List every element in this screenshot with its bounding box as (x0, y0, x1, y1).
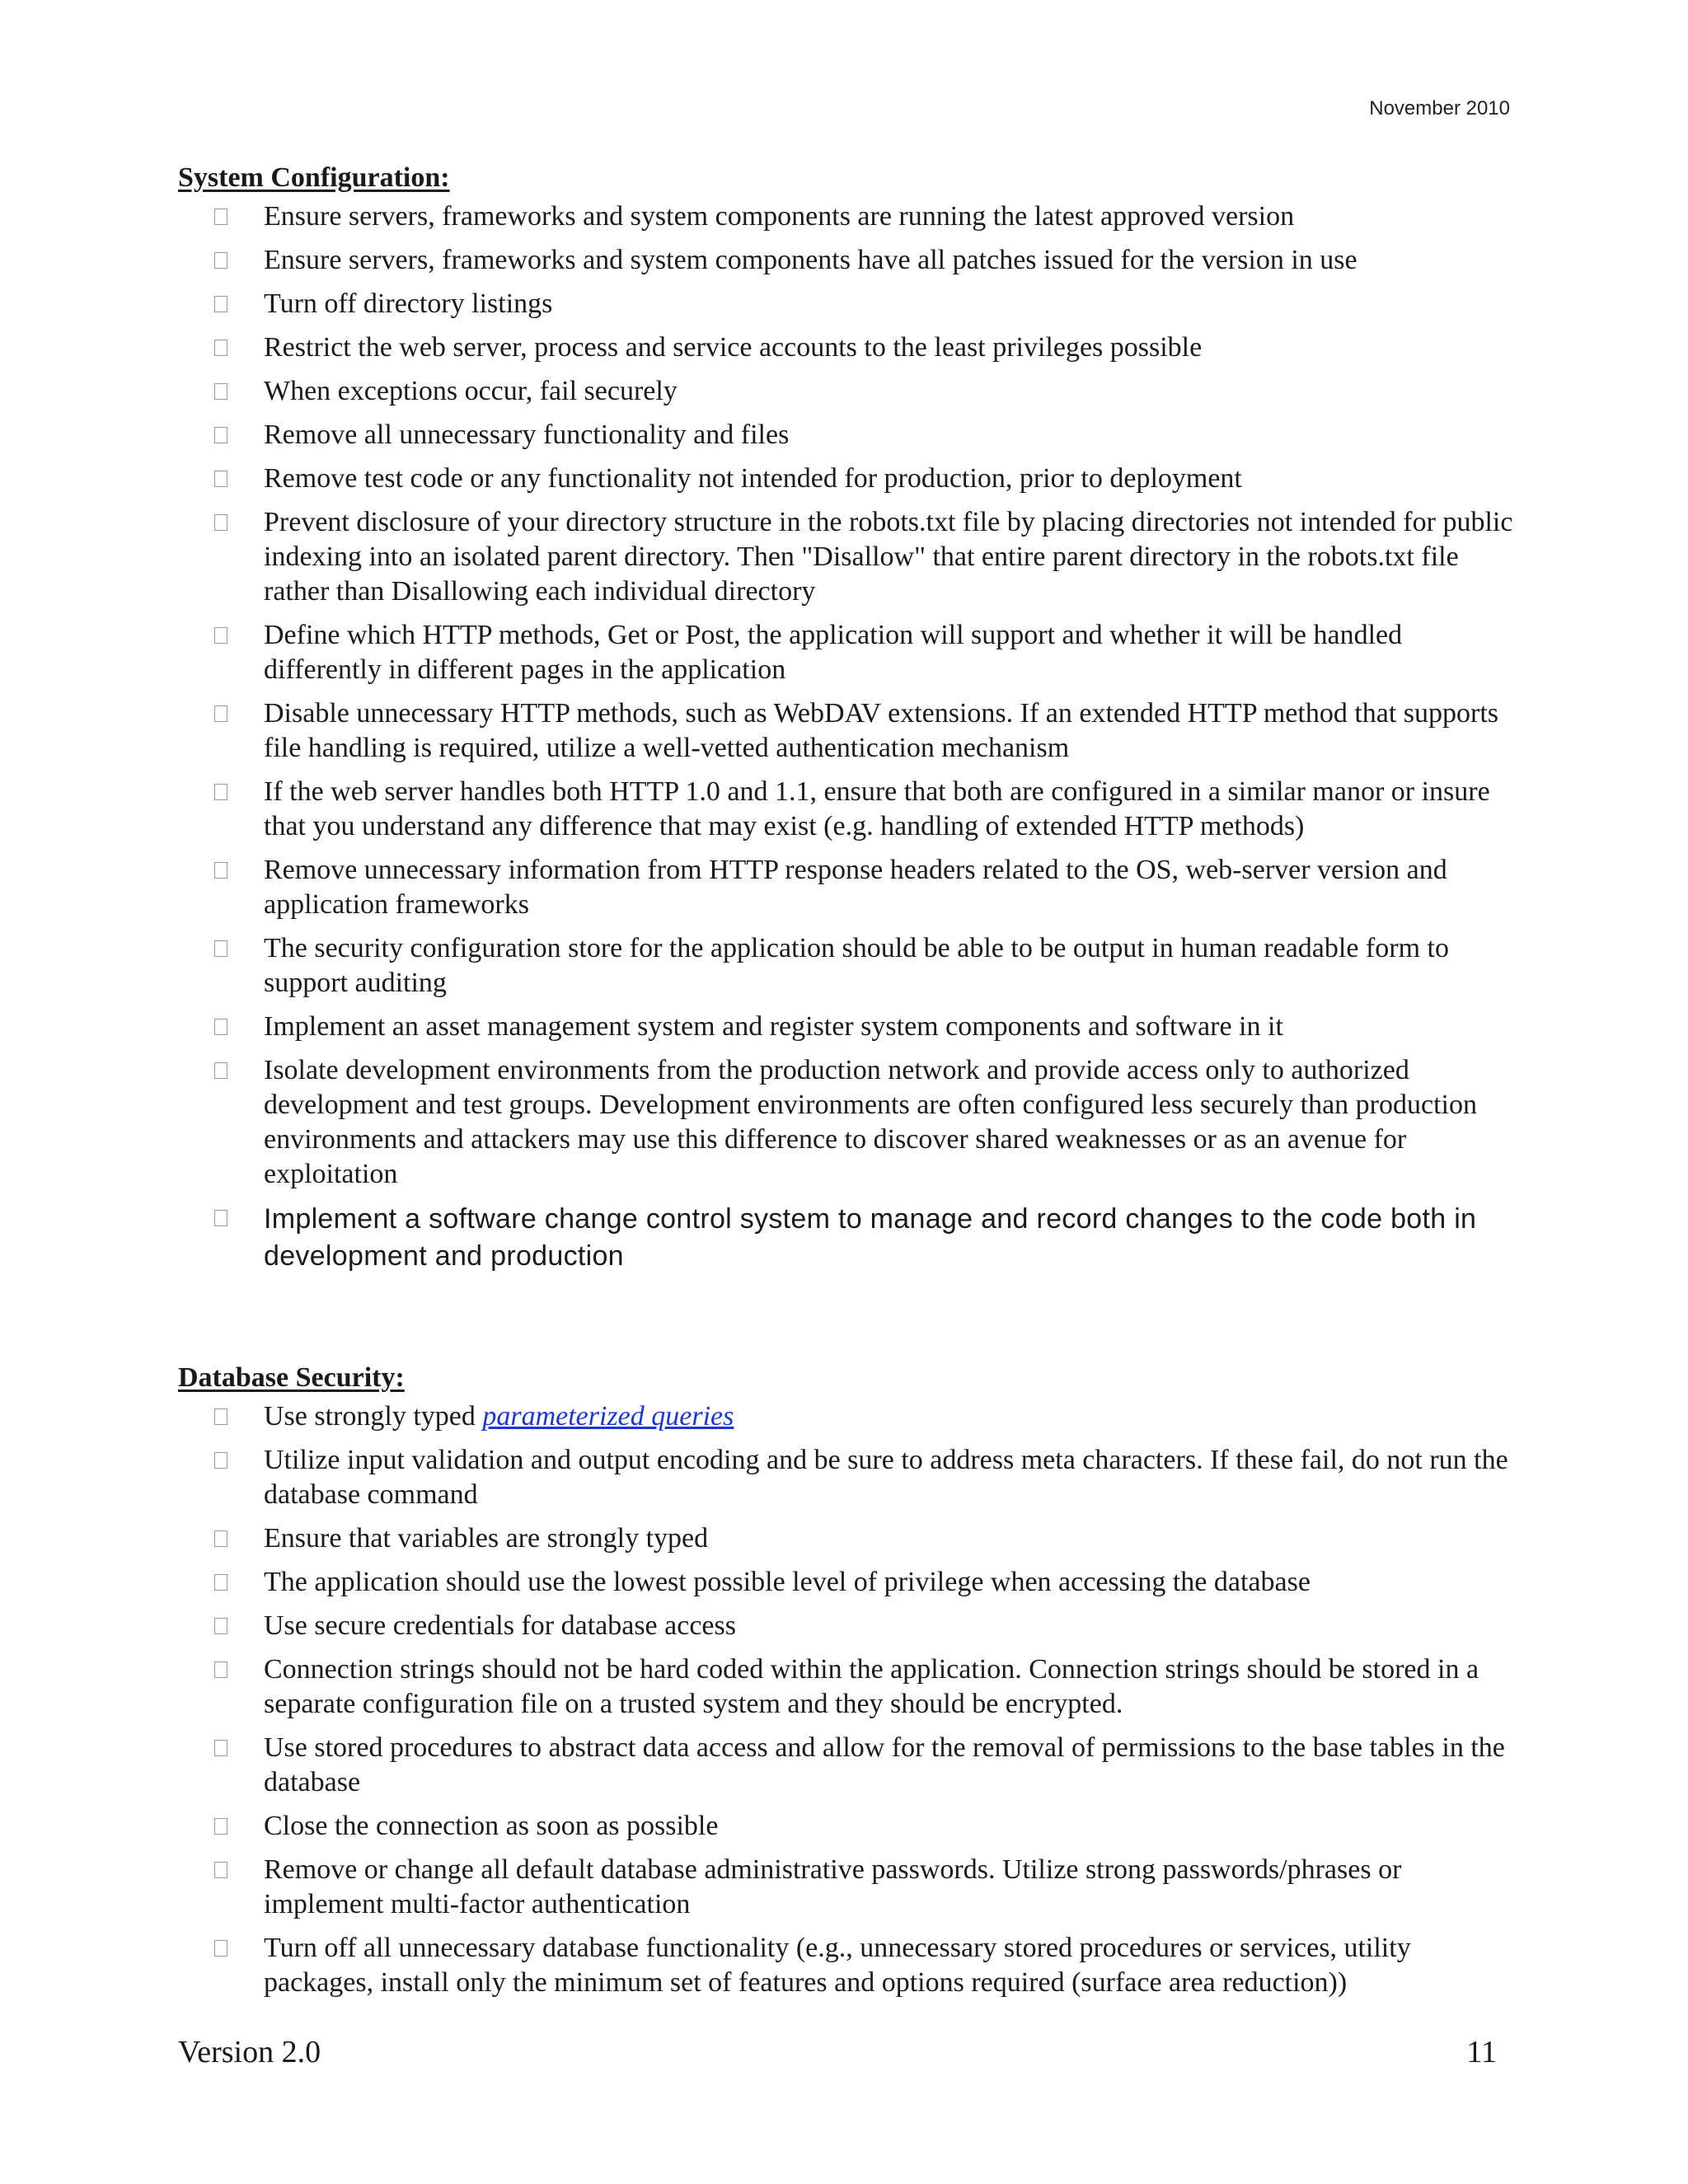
list-item (178, 1731, 1513, 1800)
list-item-text: Implement a software change control system to manage and record changes to the code both in development and production (264, 1203, 1477, 1272)
checkbox-bullet-icon (214, 1862, 227, 1878)
list-item-text: When exceptions occur, fail securely (264, 376, 678, 406)
list-item-text: Turn off directory listings (264, 288, 553, 319)
page-number: 11 (1466, 2035, 1497, 2069)
list-item (178, 1443, 1513, 1512)
list-item (178, 618, 1513, 687)
checkbox-bullet-icon (214, 1452, 227, 1469)
list-item-text: Ensure that variables are strongly typed (264, 1523, 709, 1554)
list-item (178, 1609, 1513, 1643)
checkbox-bullet-icon (214, 383, 227, 400)
checkbox-bullet-icon (214, 705, 227, 722)
list-item (178, 505, 1513, 609)
checkbox-bullet-icon (214, 340, 227, 356)
page-date: November 2010 (1369, 97, 1510, 120)
list-item (178, 287, 1513, 321)
list-item-text: Close the connection as soon as possible (264, 1811, 719, 1841)
list-item-text: Connection strings should not be hard coded within the application. Connection strings should be stored in a separate configuration file on a trusted system and they should be encrypted. (264, 1654, 1479, 1719)
list-item (178, 1565, 1513, 1600)
list-item (178, 1201, 1513, 1275)
checkbox-bullet-icon (214, 209, 227, 225)
list-item (178, 775, 1513, 844)
checkbox-bullet-icon (214, 1408, 227, 1425)
list-item (178, 1853, 1513, 1922)
list-item-text: Turn off all unnecessary database functionality (e.g., unnecessary stored procedures or services, utility packages, install only the minimum set of features and options required (surface area reduction)) (264, 1933, 1411, 1998)
checkbox-bullet-icon (214, 514, 227, 531)
checkbox-bullet-icon (214, 627, 227, 644)
checkbox-bullet-icon (214, 1019, 227, 1035)
list-item-text: Ensure servers, frameworks and system components are running the latest approved version (264, 201, 1295, 232)
checkbox-bullet-icon (214, 427, 227, 443)
list-item-text: Implement an asset management system and register system components and software in it (264, 1011, 1283, 1042)
list-item (178, 1521, 1513, 1556)
checkbox-bullet-icon (214, 1661, 227, 1678)
checkbox-bullet-icon (214, 1740, 227, 1756)
database-security-section (178, 1361, 1513, 2009)
list-item-text: Isolate development environments from the production network and provide access only to authorized development and test groups. Development environments are often configured less securely than production environments and attackers may use this difference to discover shared weaknesses or as an avenue for exploitation (264, 1055, 1477, 1189)
list-item (178, 243, 1513, 278)
list-item-text: Remove test code or any functionality not intended for production, prior to deployment (264, 463, 1242, 494)
list-item (178, 1931, 1513, 2000)
list-item (178, 462, 1513, 496)
list-item (178, 418, 1513, 452)
checkbox-bullet-icon (214, 1940, 227, 1957)
checkbox-bullet-icon (214, 784, 227, 800)
checkbox-bullet-icon (214, 1062, 227, 1079)
checkbox-bullet-icon (214, 1618, 227, 1634)
checkbox-bullet-icon (214, 862, 227, 879)
list-item-text: If the web server handles both HTTP 1.0 and 1.1, ensure that both are configured in a similar manor or insure that you understand any difference that may exist (e.g. handling of extended HTTP methods) (264, 776, 1490, 841)
list-item-text: Define which HTTP methods, Get or Post, the application will support and whether it will be handled differently in different pages in the application (264, 620, 1403, 685)
checkbox-bullet-icon (214, 1530, 227, 1547)
list-item-text: Utilize input validation and output encoding and be sure to address meta characters. If these fail, do not run the database command (264, 1445, 1508, 1510)
list-item-text: Remove or change all default database administrative passwords. Utilize strong passwords/phrases or implement multi-factor authentication (264, 1854, 1402, 1919)
section-heading-database-security: Database Security: (178, 1362, 405, 1393)
list-item-text: Remove all unnecessary functionality and files (264, 419, 790, 450)
list-item (178, 853, 1513, 922)
list-item (178, 1010, 1513, 1044)
list-item (178, 330, 1513, 365)
checkbox-bullet-icon (214, 252, 227, 269)
system-configuration-section (178, 162, 1513, 1284)
list-item-text: Use secure credentials for database access (264, 1610, 736, 1641)
list-item-text: Ensure servers, frameworks and system components have all patches issued for the version in use (264, 245, 1357, 275)
checkbox-bullet-icon (214, 471, 227, 487)
list-item-text: Use strongly typed (264, 1401, 483, 1432)
checkbox-bullet-icon (214, 1818, 227, 1835)
list-item (178, 1652, 1513, 1722)
list-item (178, 931, 1513, 1001)
parameterized-queries-link[interactable]: parameterized queries (482, 1401, 734, 1432)
list-item (178, 1399, 1513, 1434)
list-item-text: Use stored procedures to abstract data access and allow for the removal of permissions to the base tables in the database (264, 1732, 1505, 1797)
checkbox-bullet-icon (214, 1210, 227, 1226)
checkbox-bullet-icon (214, 296, 227, 312)
system-configuration-list (178, 199, 1513, 1275)
list-item-text: Restrict the web server, process and service accounts to the least privileges possible (264, 332, 1203, 363)
list-item-text: Disable unnecessary HTTP methods, such as WebDAV extensions. If an extended HTTP method that supports file handling is required, utilize a well-vetted authentication mechanism (264, 698, 1499, 763)
list-item (178, 1053, 1513, 1192)
document-version: Version 2.0 (178, 2035, 321, 2069)
list-item (178, 199, 1513, 234)
checkbox-bullet-icon (214, 1574, 227, 1591)
list-item (178, 374, 1513, 409)
list-item (178, 696, 1513, 766)
checkbox-bullet-icon (214, 940, 227, 957)
list-item-text: Remove unnecessary information from HTTP response headers related to the OS, web-server version and application frameworks (264, 855, 1447, 920)
list-item-text: Prevent disclosure of your directory structure in the robots.txt file by placing directories not intended for public indexing into an isolated parent directory. Then "Disallow" that entire parent directory in the robots.txt file rather than Disallowing each individual directory (264, 507, 1513, 607)
list-item (178, 1809, 1513, 1844)
database-security-list (178, 1399, 1513, 2000)
list-item-text: The security configuration store for the application should be able to be output in human readable form to support auditing (264, 933, 1449, 998)
section-heading-system-configuration: System Configuration: (178, 162, 450, 193)
list-item-text: The application should use the lowest possible level of privilege when accessing the database (264, 1567, 1311, 1597)
